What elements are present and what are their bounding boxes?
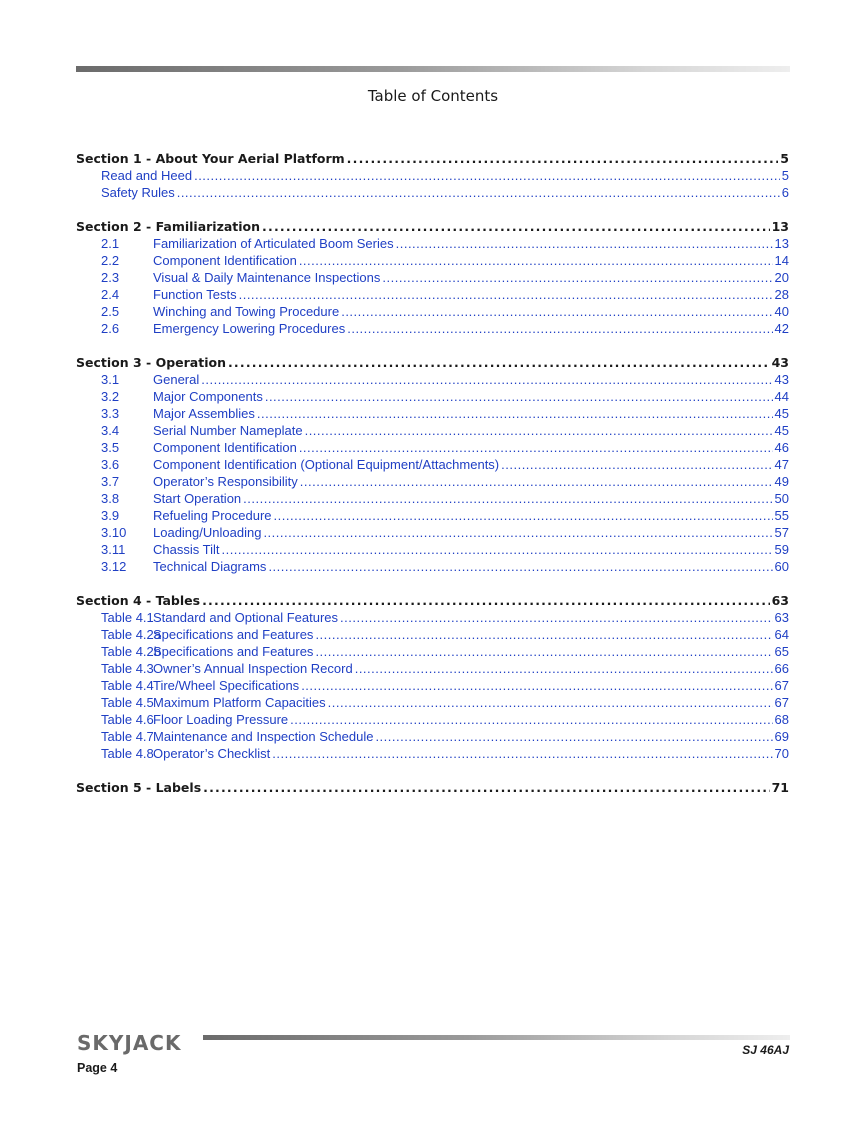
toc-entry[interactable] [76, 507, 789, 524]
toc-section-title: Section 4 - Tables [76, 593, 201, 608]
toc-page-number: 66 [774, 661, 789, 676]
dot-leader [300, 473, 773, 490]
dot-leader [272, 745, 772, 762]
dot-leader [274, 507, 773, 524]
toc-entry-label: Operator’s Checklist [153, 746, 271, 761]
toc-entry[interactable] [76, 660, 789, 677]
toc-page-number: 67 [774, 695, 789, 710]
toc-page-number: 13 [771, 219, 789, 234]
toc-entry[interactable] [76, 541, 789, 558]
toc-page-number: 63 [774, 610, 789, 625]
toc-entry-label: Component Identification [153, 440, 297, 455]
toc-entry-label: Start Operation [153, 491, 242, 506]
dot-leader [290, 711, 772, 728]
toc-entry[interactable] [76, 388, 789, 405]
toc-entry[interactable] [76, 456, 789, 473]
toc-entry-number: 2.5 [101, 304, 120, 319]
toc-entry[interactable] [76, 609, 789, 626]
toc-entry-label: Chassis Tilt [153, 542, 220, 557]
toc-entry-label: Major Components [153, 389, 263, 404]
toc-section-row[interactable] [76, 779, 789, 796]
page-title: Table of Contents [367, 87, 499, 105]
dot-leader [299, 439, 773, 456]
toc-entry[interactable] [76, 405, 789, 422]
toc-section-title: Section 1 - About Your Aerial Platform [76, 151, 345, 166]
toc-entry[interactable] [76, 184, 789, 201]
footer-rule [203, 1035, 790, 1040]
toc-page-number: 50 [774, 491, 789, 506]
toc-entry-number: Table 4.2b [101, 644, 161, 659]
dot-leader [262, 218, 770, 235]
toc-entry-label: Tire/Wheel Specifications [153, 678, 300, 693]
toc-entry-number: 3.3 [101, 406, 120, 421]
toc-entry-number: Table 4.4 [101, 678, 154, 693]
toc-entry-number: Table 4.2a [101, 627, 161, 642]
toc-section-title: Section 3 - Operation [76, 355, 226, 370]
toc-entry[interactable] [76, 694, 789, 711]
dot-leader [243, 490, 772, 507]
dot-leader [265, 388, 773, 405]
model-number: SJ 46AJ [742, 1043, 789, 1057]
toc-entry[interactable] [76, 252, 789, 269]
toc-entry-number: 3.6 [101, 457, 120, 472]
toc-entry-number: 3.8 [101, 491, 120, 506]
toc-entry[interactable] [76, 167, 789, 184]
dot-leader [347, 150, 779, 167]
toc-entry-label: Visual & Daily Maintenance Inspections [153, 270, 381, 285]
toc-page-number: 45 [774, 423, 789, 438]
toc-entry[interactable] [76, 745, 789, 762]
toc-entry-number: 3.10 [101, 525, 127, 540]
toc-page-number: 44 [774, 389, 789, 404]
toc-page-number: 65 [774, 644, 789, 659]
dot-leader [355, 660, 773, 677]
dot-leader [347, 320, 772, 337]
dot-leader [328, 694, 773, 711]
section-spacer [76, 337, 789, 354]
toc-page-number: 40 [774, 304, 789, 319]
dot-leader [194, 167, 780, 184]
toc-entry-number: Table 4.7 [101, 729, 154, 744]
toc-entry-label: Read and Heed [101, 168, 193, 183]
toc-entry-number: Table 4.1 [101, 610, 154, 625]
header-rule [76, 66, 790, 72]
toc-page-number: 42 [774, 321, 789, 336]
toc-entry-number: 3.7 [101, 474, 120, 489]
dot-leader [396, 235, 773, 252]
toc-entry-label: Emergency Lowering Procedures [153, 321, 346, 336]
toc-page-number: 67 [774, 678, 789, 693]
toc-entry-label: Maximum Platform Capacities [153, 695, 326, 710]
page-number: Page 4 [77, 1061, 118, 1075]
toc-page-number: 63 [771, 593, 789, 608]
toc-entry-label: General [153, 372, 200, 387]
toc-entry-number: 3.9 [101, 508, 120, 523]
toc-entry-label: Specifications and Features [153, 644, 314, 659]
dot-leader [341, 303, 772, 320]
toc-page-number: 71 [771, 780, 789, 795]
toc-page-number: 20 [774, 270, 789, 285]
toc-entry-label: Major Assemblies [153, 406, 255, 421]
dot-leader [301, 677, 772, 694]
toc-entry-number: 3.2 [101, 389, 120, 404]
toc-page-number: 45 [774, 406, 789, 421]
toc-entry-number: 2.6 [101, 321, 120, 336]
toc-page-number: 47 [774, 457, 789, 472]
dot-leader [305, 422, 773, 439]
toc-entry-label: Loading/Unloading [153, 525, 262, 540]
table-of-contents [76, 150, 789, 796]
toc-entry[interactable] [76, 269, 789, 286]
dot-leader [228, 354, 770, 371]
toc-entry[interactable] [76, 490, 789, 507]
toc-entry[interactable] [76, 473, 789, 490]
toc-entry[interactable] [76, 303, 789, 320]
toc-entry-number: 2.3 [101, 270, 120, 285]
toc-page-number: 69 [774, 729, 789, 744]
toc-entry-label: Serial Number Nameplate [153, 423, 303, 438]
dot-leader [315, 626, 772, 643]
toc-page-number: 60 [774, 559, 789, 574]
dot-leader [202, 592, 770, 609]
dot-leader [315, 643, 772, 660]
dot-leader [221, 541, 772, 558]
section-spacer [76, 762, 789, 779]
toc-entry-label: Operator’s Responsibility [153, 474, 298, 489]
toc-page-number: 70 [774, 746, 789, 761]
toc-entry-label: Technical Diagrams [153, 559, 267, 574]
toc-entry[interactable] [76, 235, 789, 252]
toc-section-row[interactable] [76, 218, 789, 235]
toc-section-row[interactable] [76, 354, 789, 371]
toc-page-number: 28 [774, 287, 789, 302]
dot-leader [239, 286, 773, 303]
toc-entry-number: Table 4.8 [101, 746, 154, 761]
dot-leader [501, 456, 772, 473]
toc-entry-label: Component Identification [153, 253, 297, 268]
toc-page-number: 55 [774, 508, 789, 523]
skyjack-logo: SKYJACK [77, 1031, 182, 1055]
toc-page-number: 64 [774, 627, 789, 642]
toc-section-title: Section 5 - Labels [76, 780, 202, 795]
toc-entry[interactable] [76, 320, 789, 337]
toc-entry-number: 3.5 [101, 440, 120, 455]
toc-entry-number: 3.4 [101, 423, 120, 438]
dot-leader [203, 779, 769, 796]
toc-entry-label: Component Identification (Optional Equipment/Attachments) [153, 457, 500, 472]
toc-entry[interactable] [76, 626, 789, 643]
toc-entry-number: Table 4.6 [101, 712, 154, 727]
toc-page-number: 46 [774, 440, 789, 455]
toc-entry-label: Owner’s Annual Inspection Record [153, 661, 353, 676]
toc-page-number: 14 [774, 253, 789, 268]
toc-entry-number: 3.11 [101, 542, 126, 557]
section-spacer [76, 201, 789, 218]
toc-entry-number: Table 4.3 [101, 661, 154, 676]
toc-page-number: 5 [780, 151, 789, 166]
toc-entry-label: Winching and Towing Procedure [153, 304, 340, 319]
toc-entry-label: Function Tests [153, 287, 237, 302]
toc-entry-number: 2.2 [101, 253, 120, 268]
toc-entry-label: Specifications and Features [153, 627, 314, 642]
toc-entry[interactable] [76, 711, 789, 728]
toc-section-row[interactable] [76, 150, 789, 167]
toc-entry-number: 3.12 [101, 559, 127, 574]
toc-entry[interactable] [76, 643, 789, 660]
toc-entry[interactable] [76, 439, 789, 456]
toc-page-number: 5 [781, 168, 789, 183]
toc-page-number: 43 [771, 355, 789, 370]
toc-page-number: 6 [781, 185, 789, 200]
dot-leader [382, 269, 772, 286]
toc-section-row[interactable] [76, 592, 789, 609]
toc-entry-label: Familiarization of Articulated Boom Series [153, 236, 394, 251]
toc-page-number: 43 [774, 372, 789, 387]
toc-entry-label: Floor Loading Pressure [153, 712, 289, 727]
toc-entry[interactable] [76, 286, 789, 303]
dot-leader [340, 609, 773, 626]
toc-entry[interactable] [76, 558, 789, 575]
dot-leader [299, 252, 773, 269]
toc-section-title: Section 2 - Familiarization [76, 219, 261, 234]
toc-entry-number: 2.1 [101, 236, 120, 251]
toc-entry-number: Table 4.5 [101, 695, 154, 710]
toc-entry-number: 3.1 [101, 372, 120, 387]
toc-entry-label: Safety Rules [101, 185, 175, 200]
dot-leader [257, 405, 773, 422]
dot-leader [177, 184, 780, 201]
toc-entry-label: Maintenance and Inspection Schedule [153, 729, 374, 744]
toc-entry[interactable] [76, 371, 789, 388]
section-spacer [76, 575, 789, 592]
toc-page-number: 13 [774, 236, 789, 251]
dot-leader [201, 371, 772, 388]
toc-entry[interactable] [76, 422, 789, 439]
toc-page-number: 49 [774, 474, 789, 489]
toc-page-number: 59 [774, 542, 789, 557]
toc-entry-label: Standard and Optional Features [153, 610, 339, 625]
toc-page-number: 57 [774, 525, 789, 540]
toc-entry-number: 2.4 [101, 287, 120, 302]
dot-leader [268, 558, 772, 575]
toc-entry-label: Refueling Procedure [153, 508, 272, 523]
toc-page-number: 68 [774, 712, 789, 727]
toc-entry[interactable] [76, 728, 789, 745]
dot-leader [375, 728, 772, 745]
dot-leader [263, 524, 772, 541]
toc-entry[interactable] [76, 524, 789, 541]
toc-entry[interactable] [76, 677, 789, 694]
